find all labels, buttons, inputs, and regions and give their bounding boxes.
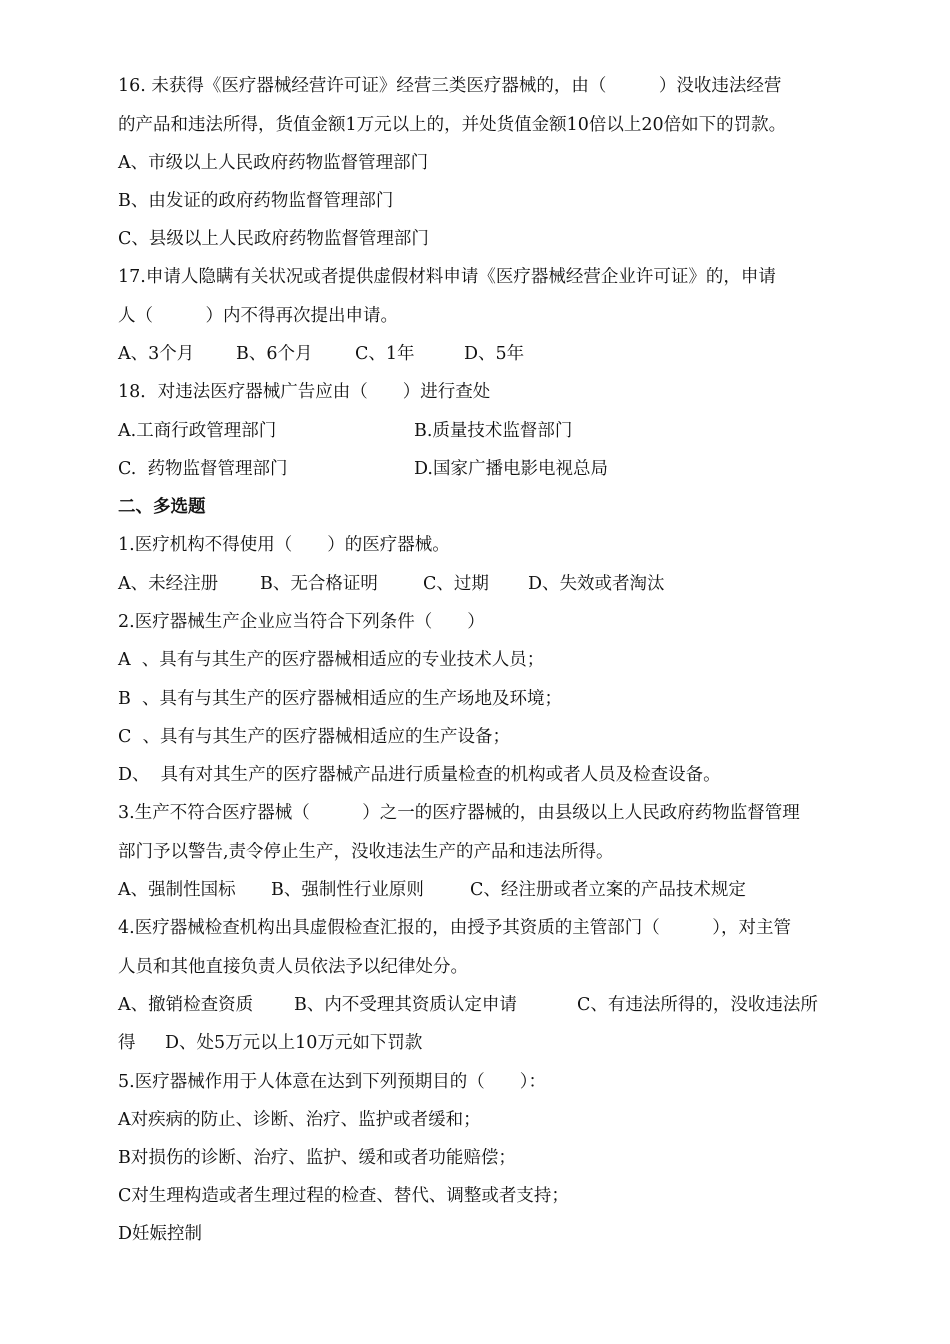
m1-stem: 1.医疗机构不得使用（ ）的医疗器械。 <box>118 535 450 555</box>
q17-option-c: C、1年 <box>355 344 415 364</box>
q18-options-row2 <box>118 457 878 481</box>
m5-option-d: D妊娠控制 <box>118 1224 203 1244</box>
m4-option-d: D、处5万元以上10万元如下罚款 <box>165 1033 423 1053</box>
q18-stem: 18．对违法医疗器械广告应由（ ）进行查处 <box>118 382 491 402</box>
q16-option-c: C、县级以上人民政府药物监督管理部门 <box>118 229 429 249</box>
m4-option-c-continued: 得 <box>118 1033 136 1053</box>
m5-option-c: C对生理构造或者生理过程的检查、替代、调整或者支持； <box>118 1186 569 1206</box>
m4-stem-line1: 4.医疗器械检查机构出具虚假检查汇报的，由授予其资质的主管部门（ ），对主管 <box>118 918 791 938</box>
m3-options <box>118 878 878 902</box>
section-heading-multiple-choice: 二、多选题 <box>118 497 206 517</box>
q16-option-b: B、由发证的政府药物监督管理部门 <box>118 191 394 211</box>
m4-options-row1 <box>118 993 878 1017</box>
m1-options <box>118 572 878 596</box>
q17-option-b: B、6个月 <box>236 344 313 364</box>
m2-option-d: D、 具有对其生产的医疗器械产品进行质量检查的机构或者人员及检查设备。 <box>118 765 721 785</box>
q18-option-c: C. 药物监督管理部门 <box>118 459 288 479</box>
q17-stem-line2: 人（ ）内不得再次提出申请。 <box>118 306 398 326</box>
q18-options-row1 <box>118 419 878 443</box>
q17-stem-line1: 17.申请人隐瞒有关状况或者提供虚假材料申请《医疗器械经营企业许可证》的，申请 <box>118 267 776 287</box>
m3-option-a: A、强制性国标 <box>118 880 236 900</box>
m5-option-b: B对损伤的诊断、治疗、监护、缓和或者功能赔偿； <box>118 1148 516 1168</box>
m1-option-b: B、无合格证明 <box>260 574 378 594</box>
q16-option-a: A、市级以上人民政府药物监督管理部门 <box>118 153 429 173</box>
m5-option-a: A对疾病的防止、诊断、治疗、监护或者缓和； <box>118 1110 481 1130</box>
m3-option-c: C、经注册或者立案的产品技术规定 <box>470 880 746 900</box>
m4-option-c: C、有违法所得的，没收违法所 <box>577 995 818 1015</box>
m3-stem-line2: 部门予以警告,责令停止生产，没收违法生产的产品和违法所得。 <box>118 842 614 862</box>
m4-stem-line2: 人员和其他直接负责人员依法予以纪律处分。 <box>118 957 468 977</box>
m1-option-a: A、未经注册 <box>118 574 219 594</box>
m5-stem: 5.医疗器械作用于人体意在达到下列预期目的（ ）： <box>118 1072 546 1092</box>
q18-option-d: D.国家广播电影电视总局 <box>414 459 608 479</box>
q18-option-a: A.工商行政管理部门 <box>118 421 277 441</box>
m4-options-row2 <box>118 1031 878 1055</box>
q17-options <box>118 342 878 366</box>
m4-option-a: A、撤销检查资质 <box>118 995 254 1015</box>
m3-option-b: B、强制性行业原则 <box>271 880 424 900</box>
m2-option-a: A 、具有与其生产的医疗器械相适应的专业技术人员； <box>118 650 545 670</box>
q17-option-d: D、5年 <box>464 344 525 364</box>
q17-option-a: A、3个月 <box>118 344 195 364</box>
q16-stem-line1: 16. 未获得《医疗器械经营许可证》经营三类医疗器械的，由（ ）没收违法经营 <box>118 76 782 96</box>
m2-stem: 2.医疗器械生产企业应当符合下列条件（ ） <box>118 612 485 632</box>
q18-option-b: B.质量技术监督部门 <box>414 421 573 441</box>
m4-option-b: B、内不受理其资质认定申请 <box>294 995 517 1015</box>
m2-option-b: B 、具有与其生产的医疗器械相适应的生产场地及环境； <box>118 689 562 709</box>
m1-option-d: D、失效或者淘汰 <box>528 574 665 594</box>
q16-stem-line2: 的产品和违法所得，货值金额1万元以上的，并处货值金额10倍以上20倍如下的罚款。 <box>118 115 787 135</box>
m3-stem-line1: 3.生产不符合医疗器械（ ）之一的医疗器械的，由县级以上人民政府药物监督管理 <box>118 803 800 823</box>
m2-option-c: C 、具有与其生产的医疗器械相适应的生产设备； <box>118 727 511 747</box>
m1-option-c: C、过期 <box>423 574 489 594</box>
